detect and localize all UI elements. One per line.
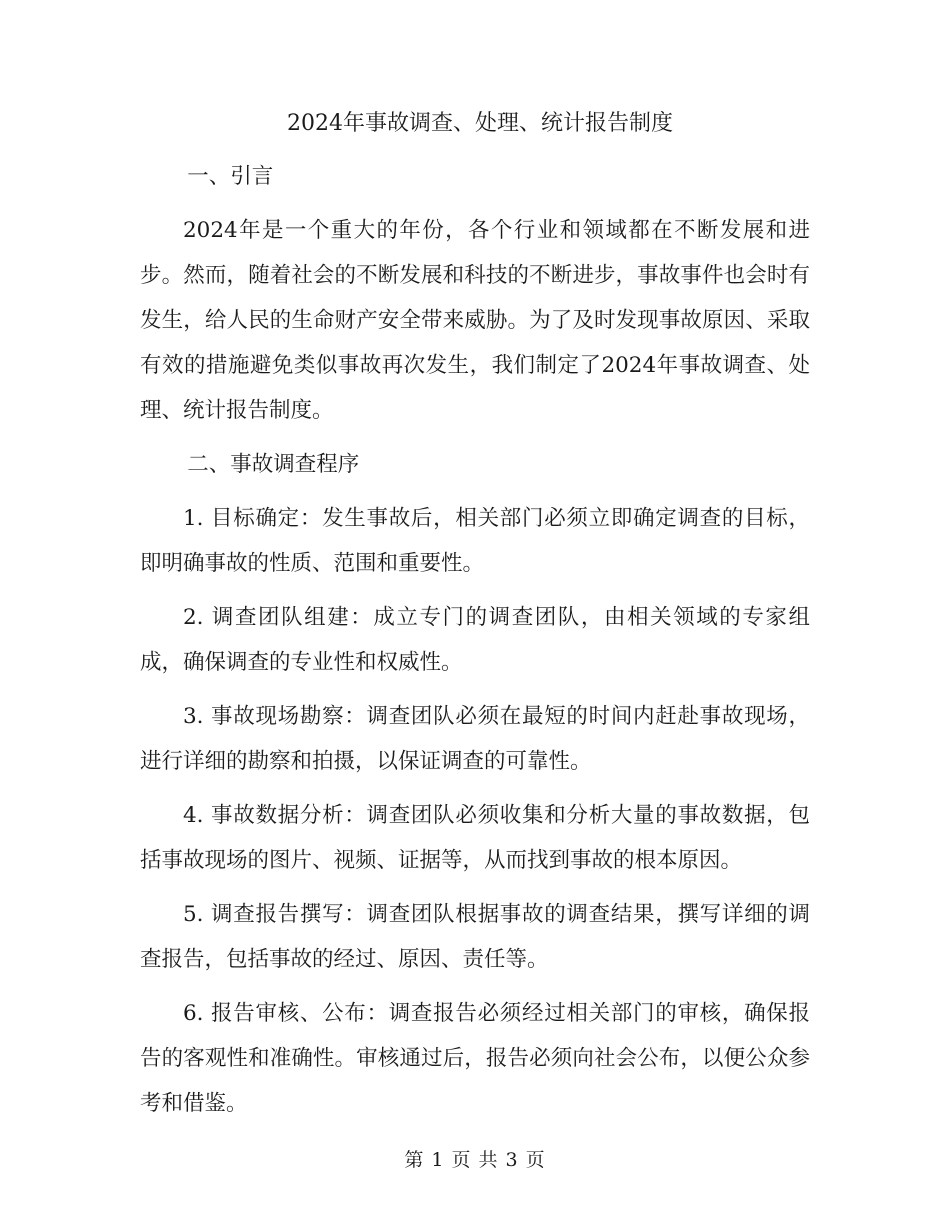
list-item-report-review: 6. 报告审核、公布：调查报告必须经过相关部门的审核，确保报告的客观性和准确性。审核通过后，报告必须向社会公布，以便公众参考和借鉴。 — [140, 1001, 810, 1116]
list-item-data-analysis: 4. 事故数据分析：调查团队必须收集和分析大量的事故数据，包括事故现场的图片、视频、证据等，从而找到事故的根本原因。 — [140, 803, 810, 873]
list-item-report-writing: 5. 调查报告撰写：调查团队根据事故的调查结果，撰写详细的调查报告，包括事故的经过、原因、责任等。 — [140, 902, 810, 972]
list-item-site-survey: 3. 事故现场勘察：调查团队必须在最短的时间内赶赴事故现场，进行详细的勘察和拍摄，以保证调查的可靠性。 — [140, 704, 810, 774]
list-item-team-formation: 2. 调查团队组建：成立专门的调查团队，由相关领域的专家组成，确保调查的专业性和权威性。 — [140, 605, 810, 675]
section-heading-investigation-procedure: 二、事故调查程序 — [187, 452, 360, 477]
document-content — [140, 104, 810, 1135]
section-heading-introduction: 一、引言 — [187, 164, 274, 189]
paragraph-introduction: 2024年是一个重大的年份，各个行业和领域都在不断发展和进步。然而，随着社会的不断发展和科技的不断进步，事故事件也会时有发生，给人民的生命财产安全带来威胁。为了及时发现事故原因、采取有效的措施避免类似事故再次发生，我们制定了2024年事故调查、处理、统计报告制度。 — [140, 218, 810, 423]
document-body — [140, 154, 810, 1126]
document-title: 2024年事故调查、处理、统计报告制度 — [287, 111, 673, 136]
list-item-goal-setting: 1. 目标确定：发生事故后，相关部门必须立即确定调查的目标，即明确事故的性质、范围和重要性。 — [140, 506, 810, 576]
page-number-footer: 第 1 页 共 3 页 — [404, 1149, 546, 1171]
